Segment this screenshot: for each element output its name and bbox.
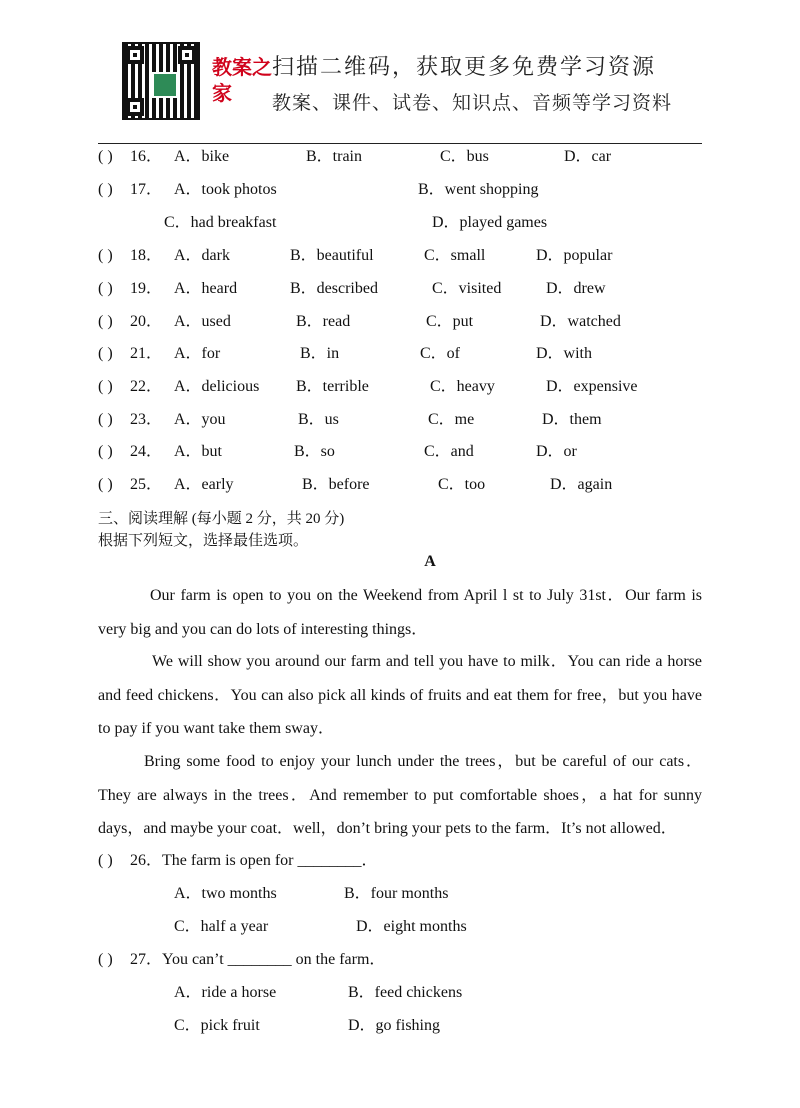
option-d: D．eight months: [356, 918, 467, 935]
option-d: D．popular: [536, 247, 613, 264]
option-b: B．so: [294, 443, 335, 460]
answer-bracket: ( ): [98, 280, 113, 297]
option-c: C．heavy: [430, 378, 495, 395]
option-b: B．beautiful: [290, 247, 374, 264]
answer-bracket: ( ): [98, 852, 113, 869]
option-c: C．put: [426, 313, 474, 330]
option-b: B．terrible: [296, 378, 369, 395]
option-d: D．with: [536, 345, 593, 362]
option-c: C．of: [420, 345, 461, 362]
option-a: A．dark: [174, 247, 230, 264]
section-heading: 三、阅读理解 (每小题 2 分，共 20 分): [98, 511, 345, 527]
question-number: 25．: [130, 476, 163, 493]
passage-title: A: [424, 553, 436, 570]
passage-paragraph: We will show you around our farm and tell you have to milk．You can ride a horse and feed chickens．You can also pick all kinds of fruits and eat them for free，but you have to pay if you want take them sway．: [98, 653, 702, 737]
passage-paragraph: Our farm is open to you on the Weekend from April l st to July 31st．Our farm is very big and you can do lots of interesting things．: [98, 587, 702, 638]
option-a: A．early: [174, 476, 234, 493]
answer-bracket: ( ): [98, 345, 113, 362]
question-number: 23．: [130, 411, 163, 428]
option-d: D．drew: [546, 280, 606, 297]
option-c: C．small: [424, 247, 486, 264]
option-b: B．described: [290, 280, 378, 297]
option-a: A．for: [174, 345, 221, 362]
page-header: [122, 42, 702, 132]
answer-bracket: ( ): [98, 951, 113, 968]
answer-bracket: ( ): [98, 181, 113, 198]
question-stem: 26．The farm is open for ________．: [130, 852, 378, 869]
option-d: D．played games: [432, 214, 548, 231]
option-c: C．me: [428, 411, 475, 428]
question-number: 24．: [130, 443, 163, 460]
option-b: B．train: [306, 148, 362, 165]
header-subslogan: 教案、课件、试卷、知识点、音频等学习资料: [272, 92, 673, 114]
qr-code-icon: [122, 42, 200, 120]
passage-paragraph: Bring some food to enjoy your lunch under the trees，but be careful of our cats．They are always in the trees．And remember to put comfortable shoes，a hat for sunny days，and maybe your coat．well，don’t bring your pets to the farm．It’s not allowed．: [98, 753, 702, 837]
option-c: C．and: [424, 443, 474, 460]
header-slogan: 扫描二维码，获取更多免费学习资源: [272, 55, 657, 80]
option-b: B．read: [296, 313, 351, 330]
option-a: A．delicious: [174, 378, 260, 395]
option-b: B．in: [300, 345, 340, 362]
section-instruction: 根据下列短文，选择最佳选项。: [98, 533, 309, 549]
question-number: 20．: [130, 313, 163, 330]
option-d: D．expensive: [546, 378, 638, 395]
answer-bracket: ( ): [98, 247, 113, 264]
question-number: 21．: [130, 345, 163, 362]
option-a: A．heard: [174, 280, 238, 297]
option-b: B．went shopping: [418, 181, 539, 198]
answer-bracket: ( ): [98, 378, 113, 395]
question-number: 22．: [130, 378, 163, 395]
question-number: 18．: [130, 247, 163, 264]
option-c: C．visited: [432, 280, 502, 297]
option-a: A．took photos: [174, 181, 277, 198]
question-number: 17．: [130, 181, 163, 198]
option-d: D．watched: [540, 313, 621, 330]
option-a: A．bike: [174, 148, 230, 165]
answer-bracket: ( ): [98, 476, 113, 493]
option-a: A．two months: [174, 885, 277, 902]
answer-bracket: ( ): [98, 148, 113, 165]
question-number: 19．: [130, 280, 163, 297]
option-c: C．pick fruit: [174, 1017, 260, 1034]
answer-bracket: ( ): [98, 411, 113, 428]
question-number: 16．: [130, 148, 163, 165]
option-d: D．go fishing: [348, 1017, 441, 1034]
brand-logo-text: 教案之家: [212, 55, 272, 105]
option-b: B．feed chickens: [348, 984, 463, 1001]
option-a: A．ride a horse: [174, 984, 277, 1001]
option-d: D．car: [564, 148, 612, 165]
header-divider: [98, 143, 702, 144]
option-b: B．us: [298, 411, 339, 428]
option-b: B．before: [302, 476, 370, 493]
option-a: A．but: [174, 443, 223, 460]
option-a: A．used: [174, 313, 231, 330]
answer-bracket: ( ): [98, 313, 113, 330]
option-d: D．or: [536, 443, 577, 460]
option-c: C．too: [438, 476, 486, 493]
question-stem: 27．You can’t ________ on the farm．: [130, 951, 386, 968]
option-c: C．had breakfast: [164, 214, 277, 231]
option-c: C．bus: [440, 148, 489, 165]
option-a: A．you: [174, 411, 226, 428]
option-b: B．four months: [344, 885, 449, 902]
option-d: D．again: [550, 476, 613, 493]
option-d: D．them: [542, 411, 602, 428]
answer-bracket: ( ): [98, 443, 113, 460]
option-c: C．half a year: [174, 918, 269, 935]
